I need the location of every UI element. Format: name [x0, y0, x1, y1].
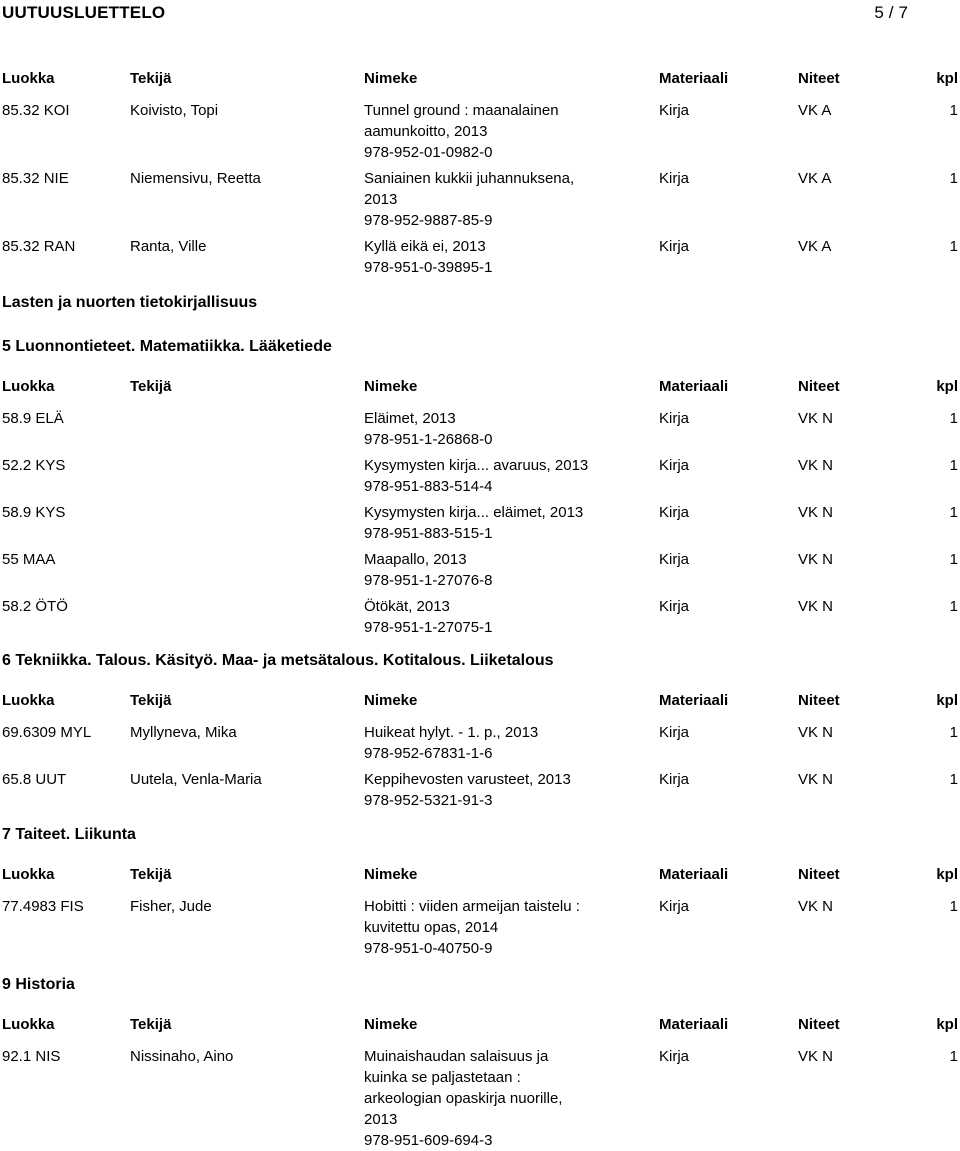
nimeke-line: Eläimet, 2013	[364, 410, 456, 427]
nimeke-line: arkeologian opaskirja nuorille,	[364, 1090, 563, 1107]
nimeke-line: Keppihevosten varusteet, 2013	[364, 771, 571, 788]
row-tekija: Ranta, Ville	[130, 238, 207, 255]
row-luokka: 77.4983 FIS	[2, 898, 84, 915]
nimeke-line: Kyllä eikä ei, 2013	[364, 238, 486, 255]
row-materiaali: Kirja	[659, 1048, 690, 1065]
section-title: 9 Historia	[2, 976, 75, 993]
nimeke-line: 978-951-0-39895-1	[364, 259, 493, 276]
column-header-kpl: kpl	[936, 692, 958, 709]
row-tekija: Uutela, Venla-Maria	[130, 771, 262, 788]
nimeke-line: Ötökät, 2013	[364, 598, 450, 615]
column-header-luokka: Luokka	[2, 70, 55, 87]
section-title: 5 Luonnontieteet. Matematiikka. Lääketiede	[2, 338, 332, 355]
row-luokka: 58.9 KYS	[2, 504, 66, 521]
nimeke-line: 978-951-1-26868-0	[364, 431, 493, 448]
column-header-kpl: kpl	[936, 1016, 958, 1033]
row-luokka: 69.6309 MYL	[2, 724, 92, 741]
page-header	[0, 0, 960, 26]
column-header-nimeke: Nimeke	[364, 70, 418, 87]
row-luokka: 65.8 UUT	[2, 771, 67, 788]
row-kpl: 1	[949, 410, 958, 427]
row-nimeke	[364, 408, 624, 450]
nimeke-line: 978-951-0-40750-9	[364, 940, 493, 957]
column-header-tekija: Tekijä	[130, 70, 172, 87]
row-niteet: VK N	[798, 457, 834, 474]
row-nimeke	[364, 455, 624, 497]
column-header-tekija: Tekijä	[130, 692, 172, 709]
column-header-luokka: Luokka	[2, 692, 55, 709]
column-header-tekija: Tekijä	[130, 1016, 172, 1033]
row-luokka: 85.32 NIE	[2, 170, 69, 187]
total-pages: 7	[898, 3, 908, 22]
column-header-nimeke: Nimeke	[364, 692, 418, 709]
row-materiaali: Kirja	[659, 504, 690, 521]
row-tekija: Nissinaho, Aino	[130, 1048, 234, 1065]
column-header-nimeke: Nimeke	[364, 866, 418, 883]
current-page: 5	[874, 3, 884, 22]
column-header-luokka: Luokka	[2, 1016, 55, 1033]
row-nimeke	[364, 1046, 624, 1151]
row-materiaali: Kirja	[659, 102, 690, 119]
column-header-nimeke: Nimeke	[364, 1016, 418, 1033]
column-header-tekija: Tekijä	[130, 378, 172, 395]
row-niteet: VK N	[798, 724, 834, 741]
nimeke-line: 978-951-1-27075-1	[364, 619, 493, 636]
nimeke-line: 978-952-9887-85-9	[364, 212, 493, 229]
column-header-nimeke: Nimeke	[364, 378, 418, 395]
row-niteet: VK N	[798, 1048, 834, 1065]
nimeke-line: 978-952-5321-91-3	[364, 792, 493, 809]
row-niteet: VK A	[798, 102, 832, 119]
row-luokka: 92.1 NIS	[2, 1048, 61, 1065]
nimeke-line: Huikeat hylyt. - 1. p., 2013	[364, 724, 539, 741]
column-header-materiaali: Materiaali	[659, 1016, 729, 1033]
row-nimeke	[364, 596, 624, 638]
column-header-materiaali: Materiaali	[659, 378, 729, 395]
nimeke-line: Kysymysten kirja... eläimet, 2013	[364, 504, 584, 521]
nimeke-line: 978-951-883-515-1	[364, 525, 493, 542]
column-header-kpl: kpl	[936, 378, 958, 395]
nimeke-line: kuvitettu opas, 2014	[364, 919, 499, 936]
row-kpl: 1	[949, 771, 958, 788]
page-number	[874, 3, 908, 23]
nimeke-line: 978-951-609-694-3	[364, 1132, 493, 1149]
section-title: 7 Taiteet. Liikunta	[2, 826, 136, 843]
row-kpl: 1	[949, 238, 958, 255]
column-header-kpl: kpl	[936, 866, 958, 883]
section-title: Lasten ja nuorten tietokirjallisuus	[2, 294, 258, 311]
nimeke-line: Hobitti : viiden armeijan taistelu :	[364, 898, 580, 915]
nimeke-line: Tunnel ground : maanalainen	[364, 102, 559, 119]
column-header-luokka: Luokka	[2, 866, 55, 883]
row-nimeke	[364, 100, 624, 163]
row-materiaali: Kirja	[659, 724, 690, 741]
row-niteet: VK N	[798, 598, 834, 615]
row-niteet: VK N	[798, 504, 834, 521]
nimeke-line: Kysymysten kirja... avaruus, 2013	[364, 457, 589, 474]
nimeke-line: Muinaishaudan salaisuus ja	[364, 1048, 549, 1065]
nimeke-line: 978-952-67831-1-6	[364, 745, 493, 762]
row-tekija: Niemensivu, Reetta	[130, 170, 261, 187]
row-niteet: VK N	[798, 898, 834, 915]
row-kpl: 1	[949, 724, 958, 741]
row-luokka: 58.9 ELÄ	[2, 410, 64, 427]
row-niteet: VK A	[798, 170, 832, 187]
row-luokka: 52.2 KYS	[2, 457, 66, 474]
row-niteet: VK N	[798, 771, 834, 788]
row-kpl: 1	[949, 1048, 958, 1065]
column-header-niteet: Niteet	[798, 70, 840, 87]
row-luokka: 85.32 RAN	[2, 238, 76, 255]
column-header-niteet: Niteet	[798, 692, 840, 709]
row-nimeke	[364, 549, 624, 591]
row-materiaali: Kirja	[659, 771, 690, 788]
row-kpl: 1	[949, 598, 958, 615]
row-tekija: Fisher, Jude	[130, 898, 212, 915]
nimeke-line: aamunkoitto, 2013	[364, 123, 488, 140]
row-materiaali: Kirja	[659, 170, 690, 187]
row-nimeke	[364, 896, 624, 959]
row-kpl: 1	[949, 898, 958, 915]
nimeke-line: kuinka se paljastetaan :	[364, 1069, 521, 1086]
page-title: UUTUUSLUETTELO	[2, 3, 166, 22]
nimeke-line: 2013	[364, 1111, 398, 1128]
column-header-niteet: Niteet	[798, 378, 840, 395]
row-luokka: 55 MAA	[2, 551, 56, 568]
row-kpl: 1	[949, 457, 958, 474]
column-header-luokka: Luokka	[2, 378, 55, 395]
nimeke-line: 2013	[364, 191, 398, 208]
row-kpl: 1	[949, 170, 958, 187]
nimeke-line: 978-951-1-27076-8	[364, 572, 493, 589]
row-nimeke	[364, 502, 624, 544]
row-materiaali: Kirja	[659, 898, 690, 915]
row-tekija: Koivisto, Topi	[130, 102, 219, 119]
nimeke-line: Saniainen kukkii juhannuksena,	[364, 170, 575, 187]
column-header-niteet: Niteet	[798, 1016, 840, 1033]
column-header-niteet: Niteet	[798, 866, 840, 883]
column-header-materiaali: Materiaali	[659, 70, 729, 87]
row-materiaali: Kirja	[659, 598, 690, 615]
column-header-tekija: Tekijä	[130, 866, 172, 883]
nimeke-line: 978-951-883-514-4	[364, 478, 493, 495]
row-kpl: 1	[949, 504, 958, 521]
row-materiaali: Kirja	[659, 238, 690, 255]
row-materiaali: Kirja	[659, 551, 690, 568]
row-nimeke	[364, 168, 624, 231]
column-header-kpl: kpl	[936, 70, 958, 87]
row-niteet: VK N	[798, 410, 834, 427]
column-header-materiaali: Materiaali	[659, 692, 729, 709]
row-niteet: VK N	[798, 551, 834, 568]
page-separator: /	[888, 3, 894, 22]
row-niteet: VK A	[798, 238, 832, 255]
row-luokka: 85.32 KOI	[2, 102, 70, 119]
row-materiaali: Kirja	[659, 457, 690, 474]
row-luokka: 58.2 ÖTÖ	[2, 598, 68, 615]
row-kpl: 1	[949, 102, 958, 119]
row-nimeke	[364, 236, 624, 278]
nimeke-line: 978-952-01-0982-0	[364, 144, 493, 161]
nimeke-line: Maapallo, 2013	[364, 551, 467, 568]
column-header-materiaali: Materiaali	[659, 866, 729, 883]
row-tekija: Myllyneva, Mika	[130, 724, 237, 741]
row-kpl: 1	[949, 551, 958, 568]
section-title: 6 Tekniikka. Talous. Käsityö. Maa- ja metsätalous. Kotitalous. Liiketalous	[2, 652, 554, 669]
row-nimeke	[364, 769, 624, 811]
row-materiaali: Kirja	[659, 410, 690, 427]
row-nimeke	[364, 722, 624, 764]
